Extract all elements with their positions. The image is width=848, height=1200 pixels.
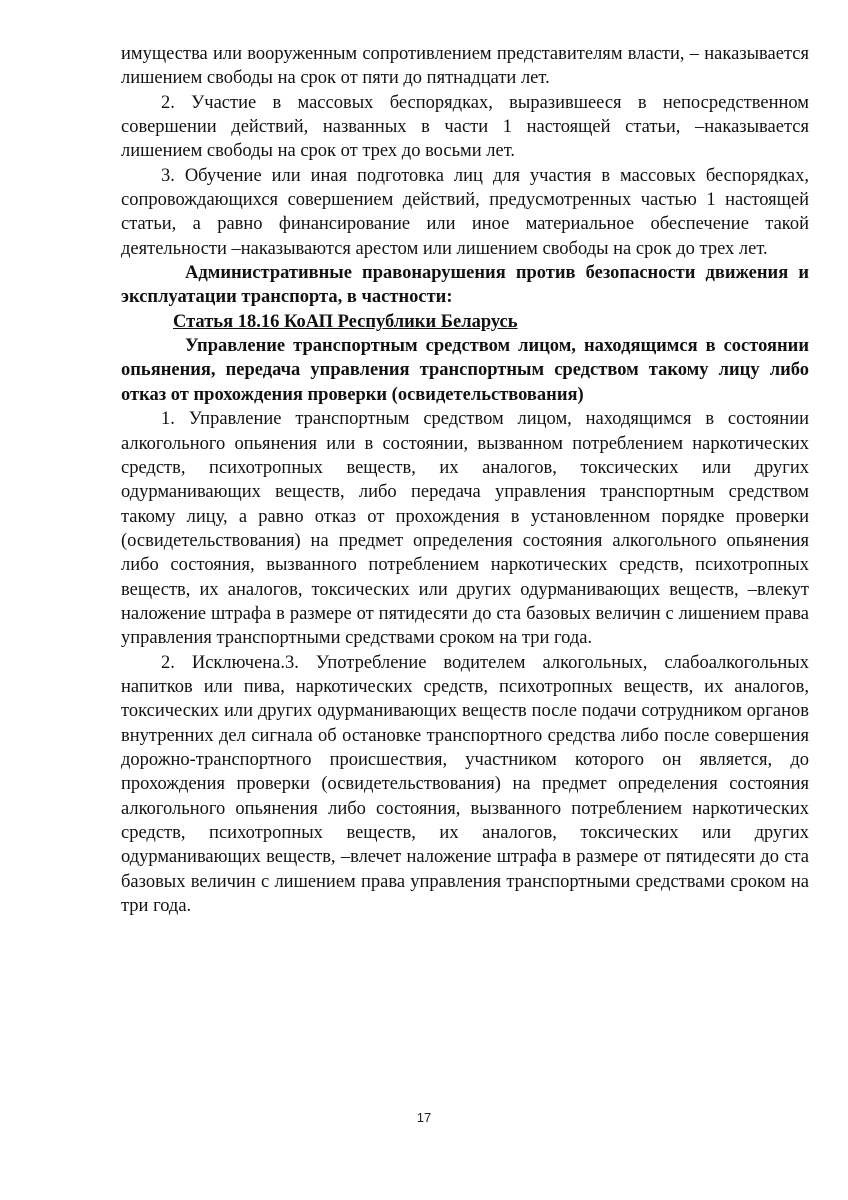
document-page: [121, 42, 809, 918]
article-heading: Управление транспортным средством лицом, находящимся в состоянии опьянения, передача управления транспортным средством такому лицу либо отказ от прохождения проверки (освидетельствования): [121, 336, 809, 405]
paragraph-part-2: 2. Участие в массовых беспорядках, выразившееся в непосредственном совершении действий, названных в части 1 настоящей статьи, –наказывается лишением свободы на срок от трех до восьми лет.: [121, 92, 809, 162]
article-title: Статья 18.16 КоАП Республики Беларусь: [173, 311, 518, 332]
section-heading: Административные правонарушения против безопасности движения и эксплуатации транспорта, в частности:: [121, 263, 809, 308]
paragraph-part-2-3: 2. Исключена.3. Употребление водителем алкогольных, слабоалкогольных напитков или пива, наркотических средств, психотропных веществ, их аналогов, токсических или других одурманивающих веществ после подачи сотрудником органов внутренних дел сигнала об остановке транспортного средства либо после совершения дорожно-транспортного происшествия, участником которого он является, до прохождения проверки (освидетельствования) на предмет определения состояния алкогольного опьянения либо состояния, вызванного потреблением наркотических средств, психотропных веществ, их аналогов, токсических или других одурманивающих веществ, –влечет наложение штрафа в размере от пятидесяти до ста базовых величин с лишением права управления транспортными средствами сроком на три года.: [121, 652, 809, 917]
paragraph-continuation: имущества или вооруженным сопротивлением представителям власти, – наказывается лишением свободы на срок от пяти до пятнадцати лет.: [121, 44, 809, 89]
page-number: 17: [416, 1110, 432, 1125]
article-title-line: [121, 310, 809, 334]
paragraph-part-1: 1. Управление транспортным средством лицом, находящимся в состоянии алкогольного опьянения или в состоянии, вызванном потреблением наркотических средств, психотропных веществ, их аналогов, токсических или других одурманивающих веществ, либо передача управления транспортным средством такому лицу, а равно отказ от прохождения в установленном порядке проверки (освидетельствования) на предмет определения состояния алкогольного опьянения либо состояния, вызванного потреблением наркотических средств, психотропных веществ, их аналогов, токсических или других одурманивающих веществ, –влекут наложение штрафа в размере от пятидесяти до ста базовых величин с лишением права управления транспортными средствами сроком на три года.: [121, 409, 809, 649]
paragraph-part-3: 3. Обучение или иная подготовка лиц для участия в массовых беспорядках, сопровождающихся совершением действий, предусмотренных частью 1 настоящей статьи, а равно финансирование или иное материальное обеспечение такой деятельности –наказываются арестом или лишением свободы на срок до трех лет.: [121, 165, 809, 259]
